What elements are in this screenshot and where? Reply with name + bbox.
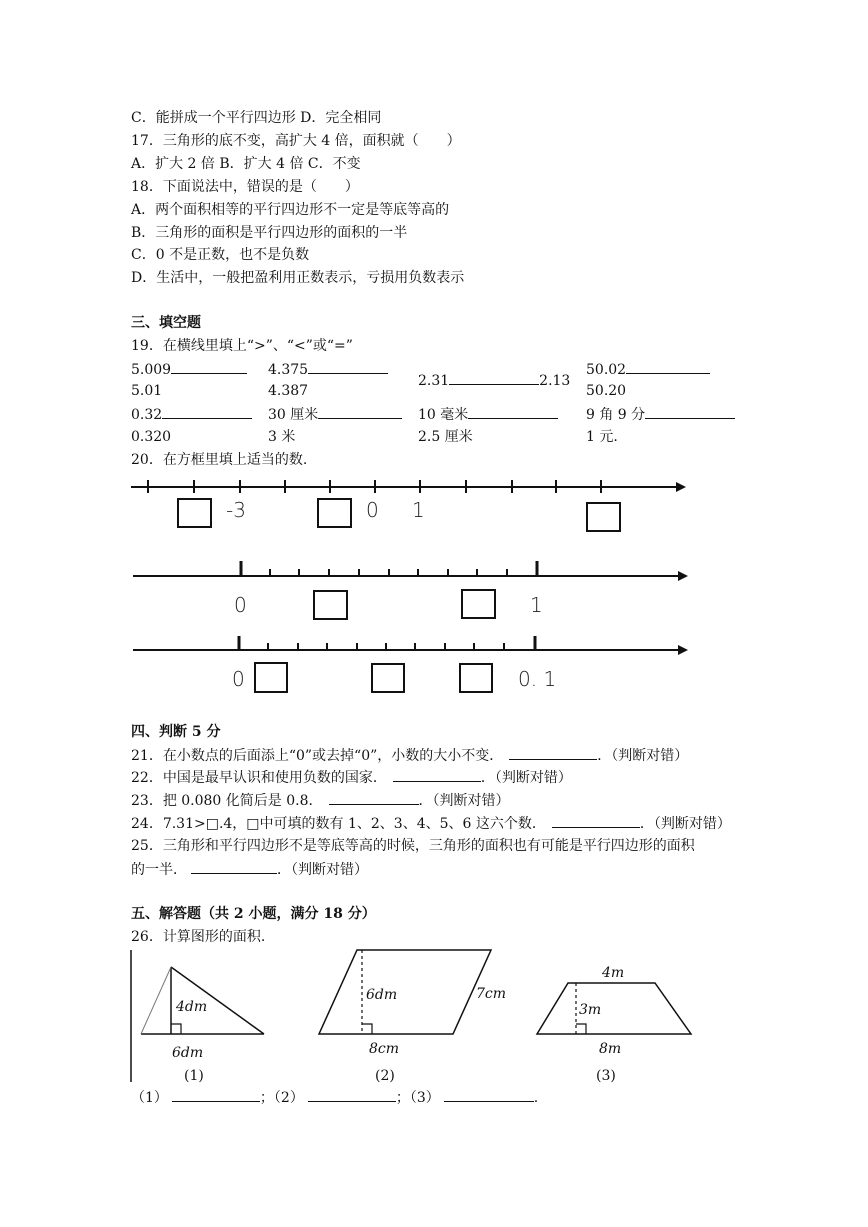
q19-item: 2.5 厘米 [418, 429, 473, 445]
q19-item: 50.02 [586, 359, 710, 380]
q25-line2: 的一半． ．（判断对错） [131, 859, 368, 880]
q19-stem: 19．在横线里填上“>”、“<”或“=” [131, 338, 353, 354]
section5-title: 五、解答题（共 2 小题，满分 18 分） [131, 906, 376, 922]
q18-option-c: C．0 不是正数，也不是负数 [131, 247, 310, 263]
number-line-label: 0. 1 [518, 667, 557, 691]
q19-item: 0.320 [131, 429, 172, 445]
trapezoid-top-label: 4m [602, 965, 625, 981]
q24: 24．7.31>□.4，□中可填的数有 1、2、3、4、5、6 这六个数． ．（判断对错） [131, 813, 731, 834]
trapezoid-base-label: 8m [599, 1041, 622, 1057]
q22: 22．中国是最早认识和使用负数的国家． ．（判断对错） [131, 767, 572, 788]
section4-title: 四、判断 5 分 [131, 724, 221, 740]
figure-caption: (1) [184, 1068, 204, 1084]
q19-item: 9 角 9 分 [586, 404, 735, 425]
trapezoid-figure [537, 983, 691, 1034]
number-line-label: -3 [226, 498, 246, 522]
triangle-height-label: 4dm [176, 999, 208, 1015]
q20-stem: 20．在方框里填上适当的数. [131, 452, 308, 468]
answer-blank[interactable] [308, 1087, 396, 1102]
q19-item: 30 厘米 [268, 404, 402, 425]
q19-item: 5.009 [131, 359, 247, 380]
q26-answers: （1） ；（2） ；（3） . [131, 1087, 538, 1108]
parallelogram-height-label: 6dm [366, 987, 398, 1003]
q19-item: 1 元. [586, 429, 618, 445]
q19-item: 2.31 2.13 [418, 370, 570, 391]
q19-item: 3 米 [268, 429, 296, 445]
triangle-base-label: 6dm [172, 1045, 204, 1061]
trapezoid-height-label: 3m [579, 1002, 602, 1018]
q17-stem: 17．三角形的底不变，高扩大 4 倍，面积就（ ） [131, 133, 461, 149]
number-line-label: 1 [412, 498, 425, 522]
parallelogram-base-label: 8cm [369, 1041, 400, 1057]
q17-options: A．扩大 2 倍 B．扩大 4 倍 C．不变 [131, 156, 361, 172]
section3-title: 三、填空题 [131, 315, 201, 331]
q16-options: C．能拼成一个平行四边形 D．完全相同 [131, 110, 382, 126]
q19-item: 4.387 [268, 383, 309, 399]
q19-item: 50.20 [586, 383, 627, 399]
q25-line1: 25．三角形和平行四边形不是等底等高的时候，三角形的面积也有可能是平行四边形的面积 [131, 838, 695, 854]
q18-option-b: B．三角形的面积是平行四边形的面积的一半 [131, 225, 408, 241]
q19-item: 5.01 [131, 383, 163, 399]
q18-option-a: A．两个面积相等的平行四边形不一定是等底等高的 [131, 202, 450, 218]
q19-item: 10 毫米 [418, 404, 558, 425]
number-line-label: 0 [234, 593, 247, 617]
number-line-label: 0 [232, 667, 245, 691]
q26-stem: 26．计算图形的面积. [131, 929, 266, 945]
parallelogram-side-label: 7cm [476, 986, 507, 1002]
answer-blank[interactable] [444, 1087, 534, 1102]
q19-item: 4.375 [268, 359, 388, 380]
q21: 21．在小数点的后面添上“0”或去掉“0”，小数的大小不变． ．（判断对错） [131, 745, 688, 766]
number-line-label: 1 [530, 593, 543, 617]
figure-caption: (2) [375, 1068, 395, 1084]
answer-blank[interactable] [172, 1087, 260, 1102]
q19-item: 0.32 [131, 404, 252, 425]
q18-stem: 18．下面说法中，错误的是（ ） [131, 179, 359, 195]
figure-caption: (3) [596, 1068, 616, 1084]
q18-option-d: D．生活中，一般把盈利用正数表示，亏损用负数表示 [131, 270, 465, 286]
number-line-label: 0 [366, 498, 379, 522]
q23: 23．把 0.080 化简后是 0.8． ．（判断对错） [131, 790, 510, 811]
parallelogram-figure [319, 950, 491, 1034]
